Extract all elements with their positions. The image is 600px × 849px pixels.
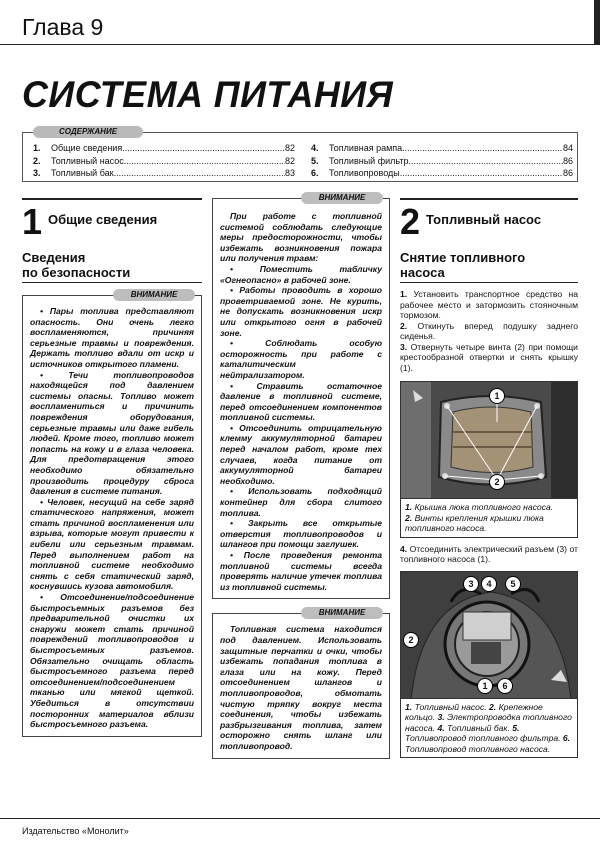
callout-2b: 2 [403, 632, 419, 648]
toc-item[interactable]: 4. Топливная рампа ..... 84 [311, 142, 573, 155]
callout-2: 2 [489, 474, 505, 490]
header-divider [0, 44, 600, 45]
step-4 [400, 544, 578, 565]
callout-3: 3 [463, 576, 479, 592]
precaution-paragraph: • Использовать подходящий контейнер для сбора слитого топлива. [220, 486, 382, 518]
section-1-heading [22, 198, 202, 240]
chapter-label: Глава 9 [22, 14, 104, 40]
warning-box-safety [22, 290, 202, 737]
section-2-heading [400, 198, 578, 240]
warning-box-precautions [212, 193, 390, 599]
precaution-paragraph: При работе с топливной системой соблюдать следующие меры предосторожности, чтобы избежать возникновения пожара или получения травм: [220, 211, 382, 264]
precaution-paragraph: • После проведения ремонта топливной системы всегда проверять наличие утечек топлива из топливной системы. [220, 550, 382, 592]
section-number: 2 [400, 201, 421, 242]
step-item: 1. Установить транспортное средство на рабочее место и затормозить стояночным тормозом. [400, 289, 578, 320]
warning-paragraph: Топливная система находится под давлением. Использовать защитные перчатки и очки, чтобы избежать попадания топлива в глаза или на кожу. Перед отсоединением шлангов и топливопроводов, обмотать чистую тряпку вокруг места соединения, чтобы избежать разбрызгивания топлива, затем осторожно снять шланг или топливопровод. [220, 624, 382, 751]
publisher-footer: Издательство «Монолит» [22, 826, 129, 836]
toc-label: СОДЕРЖАНИЕ [33, 126, 143, 138]
toc-item[interactable]: 6. Топливопроводы ..... 86 [311, 167, 573, 180]
section-title: Общие сведения [48, 212, 158, 227]
page-title: СИСТЕМА ПИТАНИЯ [22, 74, 394, 115]
section-title: Топливный насос [426, 212, 542, 227]
precaution-paragraph: • Закрыть все открытые отверстия топливопроводов и шлангов при помощи заглушек. [220, 518, 382, 550]
corner-bar [594, 0, 600, 44]
warning-label: ВНИМАНИЕ [113, 289, 195, 301]
toc-item[interactable]: 1. Общие сведения ..... 82 [33, 142, 295, 155]
section-number: 1 [22, 201, 43, 242]
callout-1b: 1 [477, 678, 493, 694]
steps-list [400, 289, 578, 373]
warning-box-pressure [212, 608, 390, 758]
footer-divider [0, 818, 600, 819]
toc-column-left [33, 142, 295, 180]
photo-pump-cover [400, 381, 578, 499]
column-general-info [22, 198, 202, 737]
toc-item[interactable]: 5. Топливный фильтр ..... 86 [311, 155, 573, 168]
warning-label: ВНИМАНИЕ [301, 192, 383, 204]
toc-column-right [311, 142, 573, 180]
warning-paragraph: • Пары топлива представляют опасность. Они очень легко воспламеняются, причиняя серьезные травмы и повреждения. Держать топливо вдали от искр и источников открытого пламени. [30, 306, 194, 369]
column-precautions [212, 193, 390, 759]
precaution-paragraph: • Работы проводить в хорошо проветриваемой зоне. Не курить, не допускать возникновения искр или открытого огня в рабочей зоне. [220, 285, 382, 338]
precaution-paragraph: • Отсоединить отрицательную клемму аккумуляторной батареи перед началом работ, кроме тех случаев, когда питание от аккумуляторной батареи необходимо. [220, 422, 382, 486]
table-of-contents [22, 127, 578, 182]
warning-label: ВНИМАНИЕ [301, 607, 383, 619]
warning-paragraph: • Отсоединение/подсоединение быстросъемных разъемов без предварительной очистки их снаружи может стать причиной повреждений топливопроводов и быстросъемных разъемов. Обязательно очищать область быстросъемного разъема перед отсоединением/подсоединением тканью или мягкой щеткой. Убедиться в отсутствии посторонних материалов вблизи быстросъемного разъема. [30, 592, 194, 730]
column-fuel-pump [400, 198, 578, 758]
callout-6: 6 [497, 678, 513, 694]
precaution-paragraph: • Поместить табличку «Огнеопасно» в рабочей зоне. [220, 263, 382, 285]
warning-paragraph: • Течи топливопроводов находящейся под давлением системы опасны. Топливо может воспламениться и причинить повреждения оборудования, серьезные травмы или даже гибель людей. Кроме того, топливо может попасть на кожу и в глаза человека. Для предотвращения этого необходимо обязательно производить процедуру сброса давления в системе питания. [30, 369, 194, 497]
precaution-paragraph: • Соблюдать особую осторожность при работе с каталитическим нейтрализатором. [220, 338, 382, 380]
photo-caption-2: 1. Топливный насос. 2. Крепежное кольцо. 3. Электропроводка топливного насоса. 4. Топливный бак. 5. Топливопровод топливного фильтра. 6. Топливопровод топливного насоса. [400, 699, 578, 759]
callout-1: 1 [489, 388, 505, 404]
safety-subtitle: Сведения по безопасности [22, 250, 202, 283]
step-item: 4. Отсоединить электрический разъем (3) от топливного насоса (1). [400, 543, 578, 564]
step-item: 3. Отвернуть четыре винта (2) при помощи крестообразной отвертки и снять крышку (1). [400, 341, 578, 373]
precaution-paragraph: • Стравить остаточное давление в топливной системе, перед отсоединением компонентов топливной системы. [220, 380, 382, 423]
step-item: 2. Откинуть вперед подушку заднего сиденья. [400, 320, 578, 341]
toc-item[interactable]: 3. Топливный бак ..... 83 [33, 167, 295, 180]
photo-caption-1: 1. Крышка люка топливного насоса. 2. Винты крепления крышки люка топливного насоса. [400, 499, 578, 538]
toc-item[interactable]: 2. Топливный насос ..... 82 [33, 155, 295, 168]
photo-pump-assembly [400, 571, 578, 699]
removal-subtitle: Снятие топливного насоса [400, 250, 578, 283]
warning-paragraph: • Человек, несущий на себе заряд статического напряжения, может стать причиной воспламенения или взрыва, которые могут привести к гибели или серьезным травмам. Перед выполнением работ на топливной системе необходимо снять с себя статический заряд, коснувшись кузова автомобиля. [30, 496, 194, 592]
callout-5: 5 [505, 576, 521, 592]
callout-4: 4 [481, 576, 497, 592]
